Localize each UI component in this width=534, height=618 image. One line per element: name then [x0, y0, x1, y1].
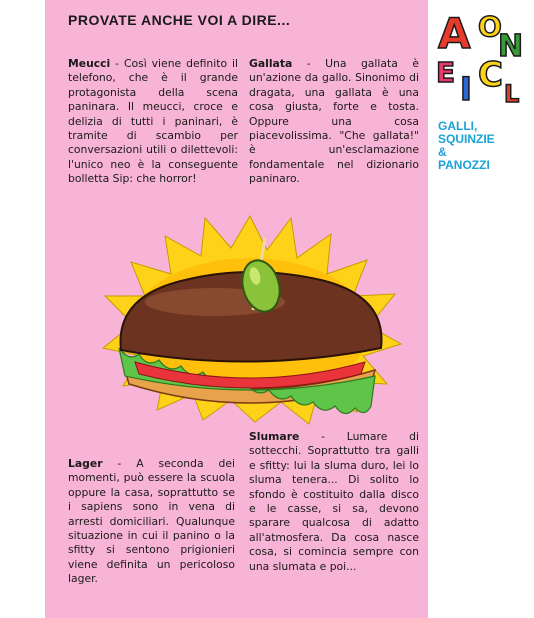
entry-lager: [68, 457, 235, 587]
sidebar-title-line: &: [438, 145, 447, 159]
logo-letter: O: [478, 10, 502, 43]
entry-text: - A seconda dei momenti, può essere la scuola oppure la casa, soprattutto se i sapiens sono in vena di arresti domiciliari. Qualunque situazione in cui il panino o la sfitty si sentono prigionieri viene definita un pericoloso lager.: [68, 457, 235, 586]
entry-term: Gallata: [249, 57, 293, 70]
entry-gallata: [249, 57, 419, 187]
entry-text: - Lumare di sottecchi. Soprattutto tra galli e sfitty: lui la sluma duro, lei lo sluma tenera... Di solito lo sfondo è costituito dalla disco e le casse, si sa, devono sparare qualcosa di adatto all'atmosfera. Da cosa nasce cosa, si comincia sempre con una slumata e poi...: [249, 430, 419, 573]
entry-term: Meucci: [68, 57, 111, 70]
sidebar-title-line: GALLI,: [438, 119, 478, 133]
logo-letter: C: [478, 55, 503, 95]
sandwich-illustration: [95, 198, 405, 428]
entry-term: Slumare: [249, 430, 300, 443]
logo-letter: N: [498, 29, 524, 64]
entry-term: Lager: [68, 457, 103, 470]
letters-logo: [434, 8, 526, 106]
page-headline: PROVATE ANCHE VOI A DIRE...: [68, 12, 291, 28]
logo-letter: L: [504, 80, 520, 106]
entry-text: - Una gallata è un'azione da gallo. Sinonimo di dragata, una gallata è una cosa giusta, forte e tosta. Oppure una cosa piacevolissima. "Che gallata!" è un'esclamazione fondamentale nel dizionario paninaro.: [249, 57, 419, 186]
logo-letter: I: [460, 70, 472, 106]
logo-letter: E: [436, 56, 456, 89]
entry-text: - Così viene definito il telefono, che è il grande protagonista della scena paninara. Il meucci, croce e delizia di tutti i paninari, è tramite di scambio per conversazioni utili o dilettevoli: l'unico neo è la conseguente bolletta Sip: che horror!: [68, 57, 238, 186]
sidebar-title-line: PANOZZI: [438, 158, 490, 172]
sidebar-title: [438, 120, 495, 172]
entry-slumare: [249, 430, 419, 574]
sidebar-title-line: SQUINZIE: [438, 132, 495, 146]
logo-letter: A: [438, 9, 471, 58]
entry-meucci: [68, 57, 238, 187]
